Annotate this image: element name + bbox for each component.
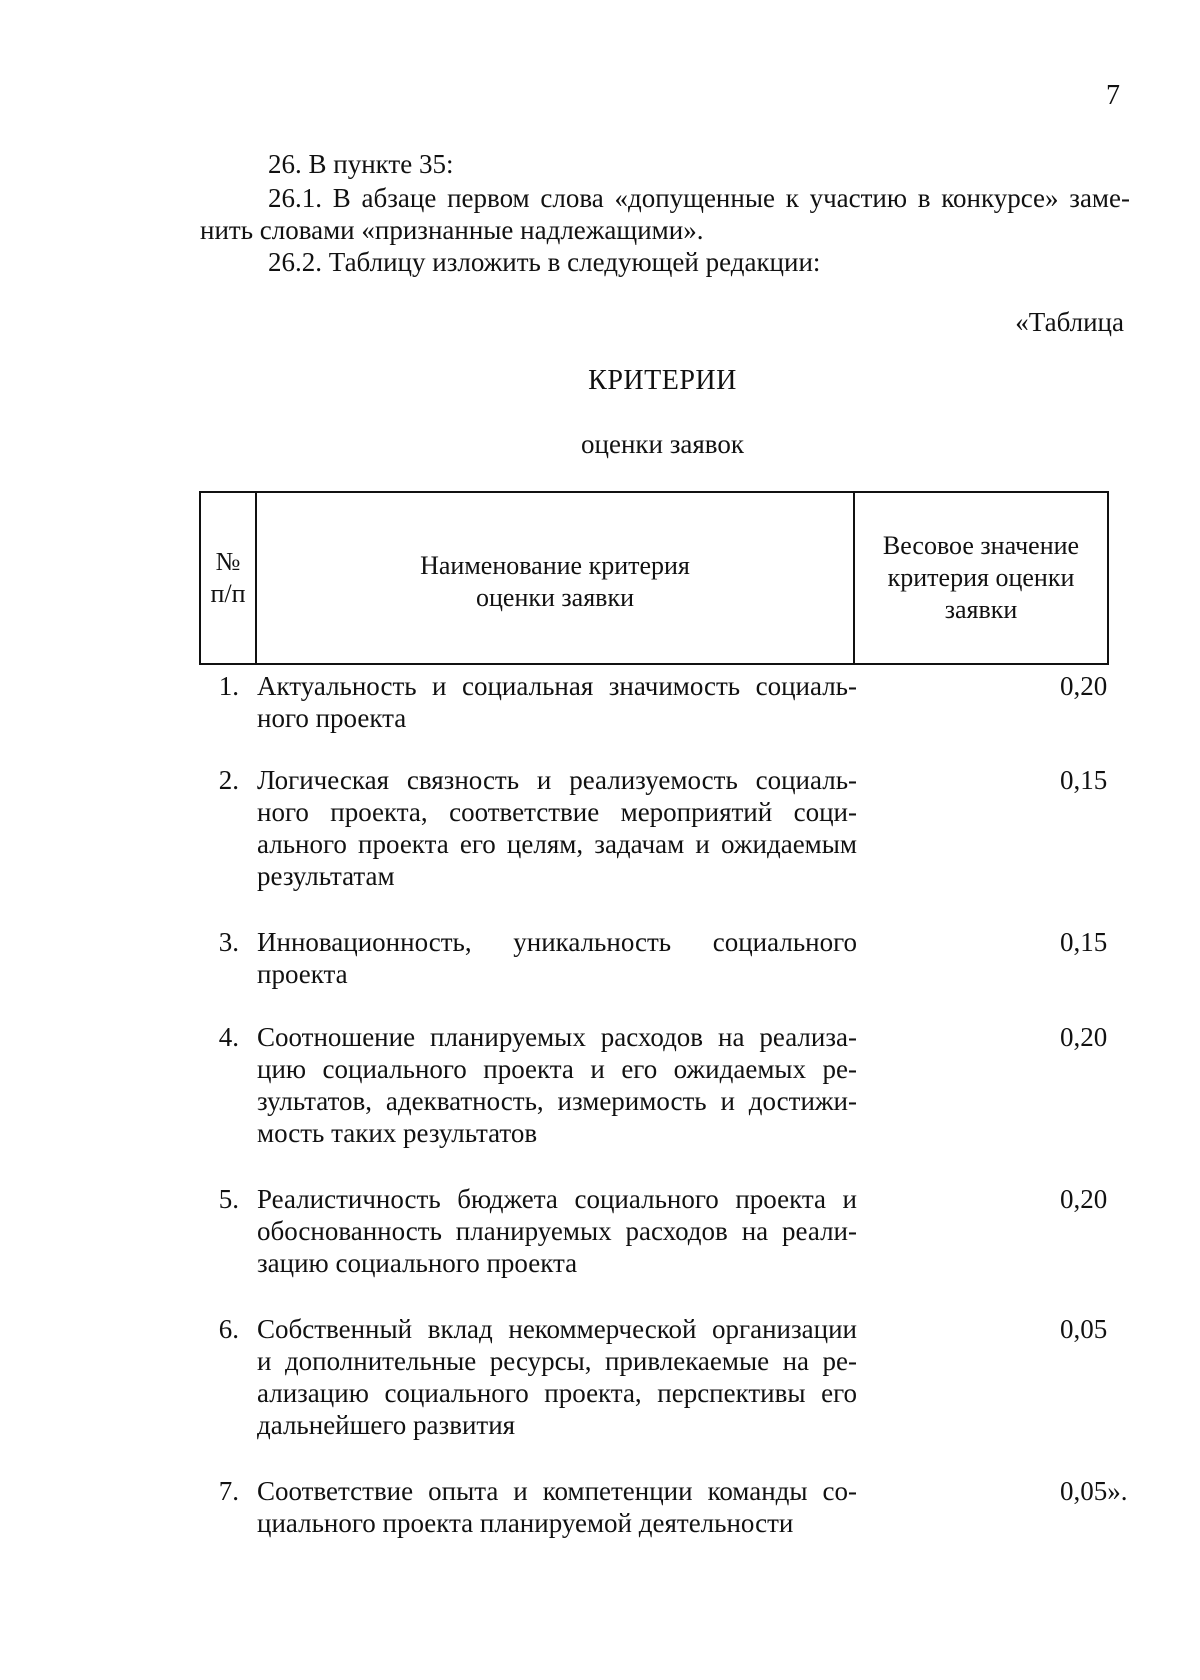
table-title: КРИТЕРИИ <box>588 365 737 396</box>
row-criterion <box>257 926 857 990</box>
criterion-line: Логическая связность и реализуемость социаль- <box>257 765 857 795</box>
row-criterion <box>257 1183 857 1279</box>
row-number: 7. <box>218 1476 239 1506</box>
header-number-line2: п/п <box>210 579 246 608</box>
row-weight: 0,20 <box>1060 1184 1108 1214</box>
criterion-line: дальнейшего развития <box>257 1410 516 1440</box>
row-weight: 0,20 <box>1060 1022 1108 1052</box>
paragraph-26: 26. В пункте 35: <box>268 149 454 179</box>
criterion-line: ного проекта <box>257 703 407 733</box>
page-number: 7 <box>1106 80 1120 111</box>
row-weight: 0,15 <box>1060 765 1108 795</box>
row-criterion <box>257 1021 857 1149</box>
row-criterion <box>257 1313 857 1441</box>
criterion-line: зацию социального проекта <box>257 1248 578 1278</box>
criterion-line: Собственный вклад некоммерческой организации <box>257 1314 857 1344</box>
table-subtitle: оценки заявок <box>581 429 744 459</box>
row-number: 5. <box>218 1184 239 1214</box>
criterion-line: результатам <box>257 861 395 891</box>
header-name-line2: оценки заявки <box>475 583 634 612</box>
criterion-line: и дополнительные ресурсы, привлекаемые на ре- <box>257 1346 857 1376</box>
criterion-line: ализацию социального проекта, перспективы его <box>257 1378 857 1408</box>
paragraph-26-1-line1: 26.1. В абзаце первом слова «допущенные к участию в конкурсе» заме- <box>268 183 1130 213</box>
row-criterion <box>257 764 857 892</box>
row-criterion <box>257 1475 857 1539</box>
row-criterion <box>257 670 857 734</box>
row-weight: 0,05 <box>1060 1314 1108 1344</box>
row-number: 6. <box>218 1314 239 1344</box>
criterion-line: ального проекта его целям, задачам и ожидаемым <box>257 829 857 859</box>
row-number: 1. <box>218 671 239 701</box>
row-weight: 0,20 <box>1060 671 1108 701</box>
header-number-line1: № <box>215 547 241 576</box>
criterion-line: Соотношение планируемых расходов на реализа- <box>257 1022 857 1052</box>
criterion-line: ного проекта, соответствие мероприятий соци- <box>257 797 857 827</box>
criterion-line: обоснованность планируемых расходов на реали- <box>257 1216 857 1246</box>
header-weight-line2: критерия оценки <box>887 563 1075 592</box>
row-number: 2. <box>218 765 239 795</box>
paragraph-26-2: 26.2. Таблицу изложить в следующей редакции: <box>268 247 821 277</box>
row-weight: 0,05». <box>1060 1476 1128 1506</box>
header-name-cell <box>257 493 855 663</box>
criterion-line: Инновационность, уникальность социального <box>257 927 857 957</box>
row-weight: 0,15 <box>1060 927 1108 957</box>
criterion-line: мость таких результатов <box>257 1118 538 1148</box>
criterion-line: циального проекта планируемой деятельности <box>257 1508 794 1538</box>
header-weight-line1: Весовое значение <box>882 531 1080 560</box>
criterion-line: Реалистичность бюджета социального проекта и <box>257 1184 857 1214</box>
criterion-line: Соответствие опыта и компетенции команды со- <box>257 1476 857 1506</box>
table-caption: «Таблица <box>1015 307 1124 337</box>
criterion-line: Актуальность и социальная значимость социаль- <box>257 671 857 701</box>
criterion-line: проекта <box>257 959 348 989</box>
criterion-line: зультатов, адекватность, измеримость и достижи- <box>257 1086 857 1116</box>
row-number: 4. <box>218 1022 239 1052</box>
header-number-cell <box>201 493 257 663</box>
table-header <box>199 491 1109 665</box>
header-name-line1: Наименование критерия <box>420 551 690 580</box>
header-weight-cell <box>855 493 1107 663</box>
row-number: 3. <box>218 927 239 957</box>
header-weight-line3: заявки <box>944 595 1018 624</box>
criterion-line: цию социального проекта и его ожидаемых ре- <box>257 1054 857 1084</box>
paragraph-26-1-line2: нить словами «признанные надлежащими». <box>200 215 704 245</box>
